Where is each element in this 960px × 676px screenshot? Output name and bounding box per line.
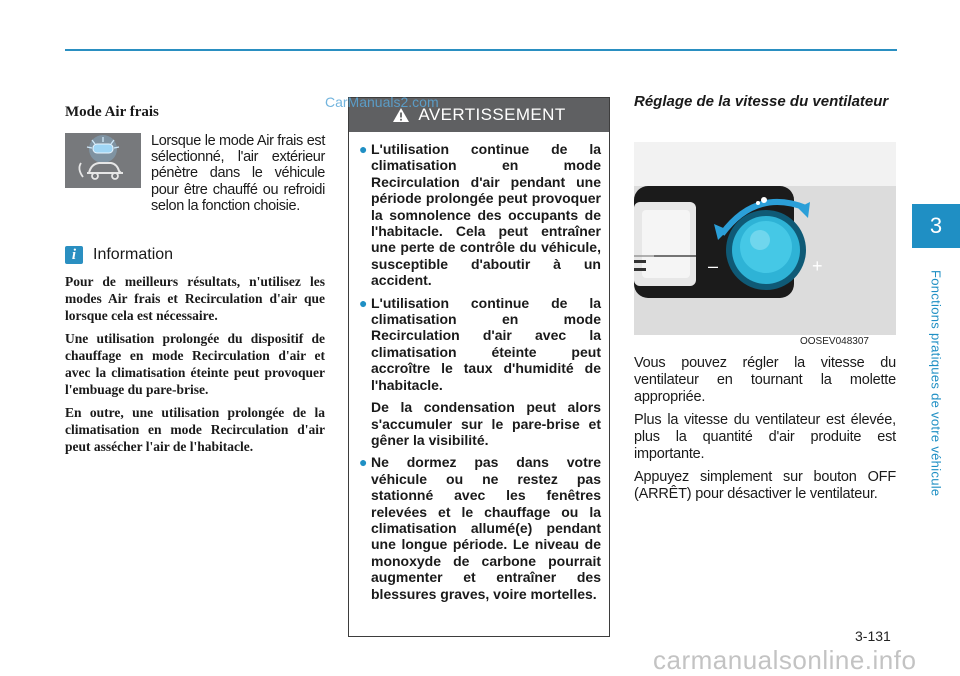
fan-speed-heading: Réglage de la vitesse du ventilateur bbox=[634, 93, 889, 110]
info-paragraph: Une utilisation prolongée du dispositif de chauffage en mode Recirculation d'air et avec la climatisation éteinte peut provoquer l'embuage du pare-brise. bbox=[65, 331, 325, 397]
warning-title: AVERTISSEMENT bbox=[418, 105, 566, 124]
info-icon: i bbox=[65, 246, 83, 264]
knob-plus-label: + bbox=[812, 256, 823, 276]
chapter-number-tab bbox=[912, 204, 960, 248]
page-number: 3-131 bbox=[855, 628, 891, 644]
bullet-icon: ● bbox=[359, 294, 368, 311]
fan-paragraph: Vous pouvez régler la vitesse du ventilateur en tournant la molette appropriée. bbox=[634, 355, 896, 405]
fan-speed-body bbox=[634, 355, 896, 509]
info-paragraph: Pour de meilleurs résultats, n'utilisez les modes Air frais et Recirculation d'air que lorsque cela est nécessaire. bbox=[65, 274, 325, 323]
knob-minus-label: – bbox=[708, 256, 719, 276]
warning-item-text: Ne dormez pas dans votre véhicule ou ne restez pas stationné avec les fenêtres relevées et le chauffage ou la climatisation allumé(e) pendant une longue période. Le niveau de monoxyde de carbone pourrait augmenter et entraîner des blessures graves, voire mortelles. bbox=[371, 454, 601, 602]
warning-item bbox=[361, 141, 601, 289]
fan-paragraph: Appuyez simplement sur bouton OFF (ARRÊT) pour désactiver le ventilateur. bbox=[634, 469, 896, 502]
information-header bbox=[65, 246, 173, 264]
warning-item-text: L'utilisation continue de la climatisation en mode Recirculation d'air avec la climatisation éteinte peut accroître le taux d'humidité de l'habitacle. bbox=[371, 294, 601, 393]
warning-item-text: L'utilisation continue de la climatisation en mode Recirculation d'air pendant une période prolongée peut provoquer la somnolence des occupants de l'habitacle. Cela peut entraîner une perte de contrôle du véhicule, susceptible d'aboutir à un accident. bbox=[371, 141, 601, 289]
fresh-air-mode-description: Lorsque le mode Air frais est sélectionné, l'air extérieur pénètre dans le véhicule pour être chauffé ou refroidi selon la fonction choisie. bbox=[151, 133, 325, 214]
chapter-title-vertical bbox=[914, 258, 958, 508]
photo-reference-code: OOSEV048307 bbox=[800, 336, 869, 347]
chapter-title: Fonctions pratiques de votre véhicule bbox=[928, 269, 944, 497]
fresh-air-mode-heading: Mode Air frais bbox=[65, 104, 159, 120]
fresh-air-mode-icon bbox=[65, 133, 141, 188]
bullet-icon: ● bbox=[359, 454, 368, 471]
warning-item bbox=[361, 295, 601, 449]
information-body bbox=[65, 273, 325, 461]
info-paragraph: En outre, une utilisation prolongée de la climatisation en mode Recirculation d'air peut assécher l'air de l'habitacle. bbox=[65, 405, 325, 454]
watermark-bottom: carmanualsonline.info bbox=[653, 645, 917, 675]
bullet-icon: ● bbox=[359, 141, 368, 157]
warning-list bbox=[349, 132, 609, 602]
warning-item bbox=[361, 454, 601, 602]
information-title: Information bbox=[93, 246, 174, 263]
fan-speed-knob-photo bbox=[634, 142, 896, 335]
chapter-number: 3 bbox=[929, 213, 943, 238]
fan-paragraph: Plus la vitesse du ventilateur est élevée, plus la quantité d'air produite est importante. bbox=[634, 412, 896, 462]
warning-item-subtext: De la condensation peut alors s'accumuler sur le pare-brise et gêner la visibilité. bbox=[371, 399, 601, 448]
warning-box bbox=[348, 97, 610, 637]
watermark-top: CarManuals2.com bbox=[325, 94, 439, 110]
header-rule bbox=[65, 49, 897, 51]
